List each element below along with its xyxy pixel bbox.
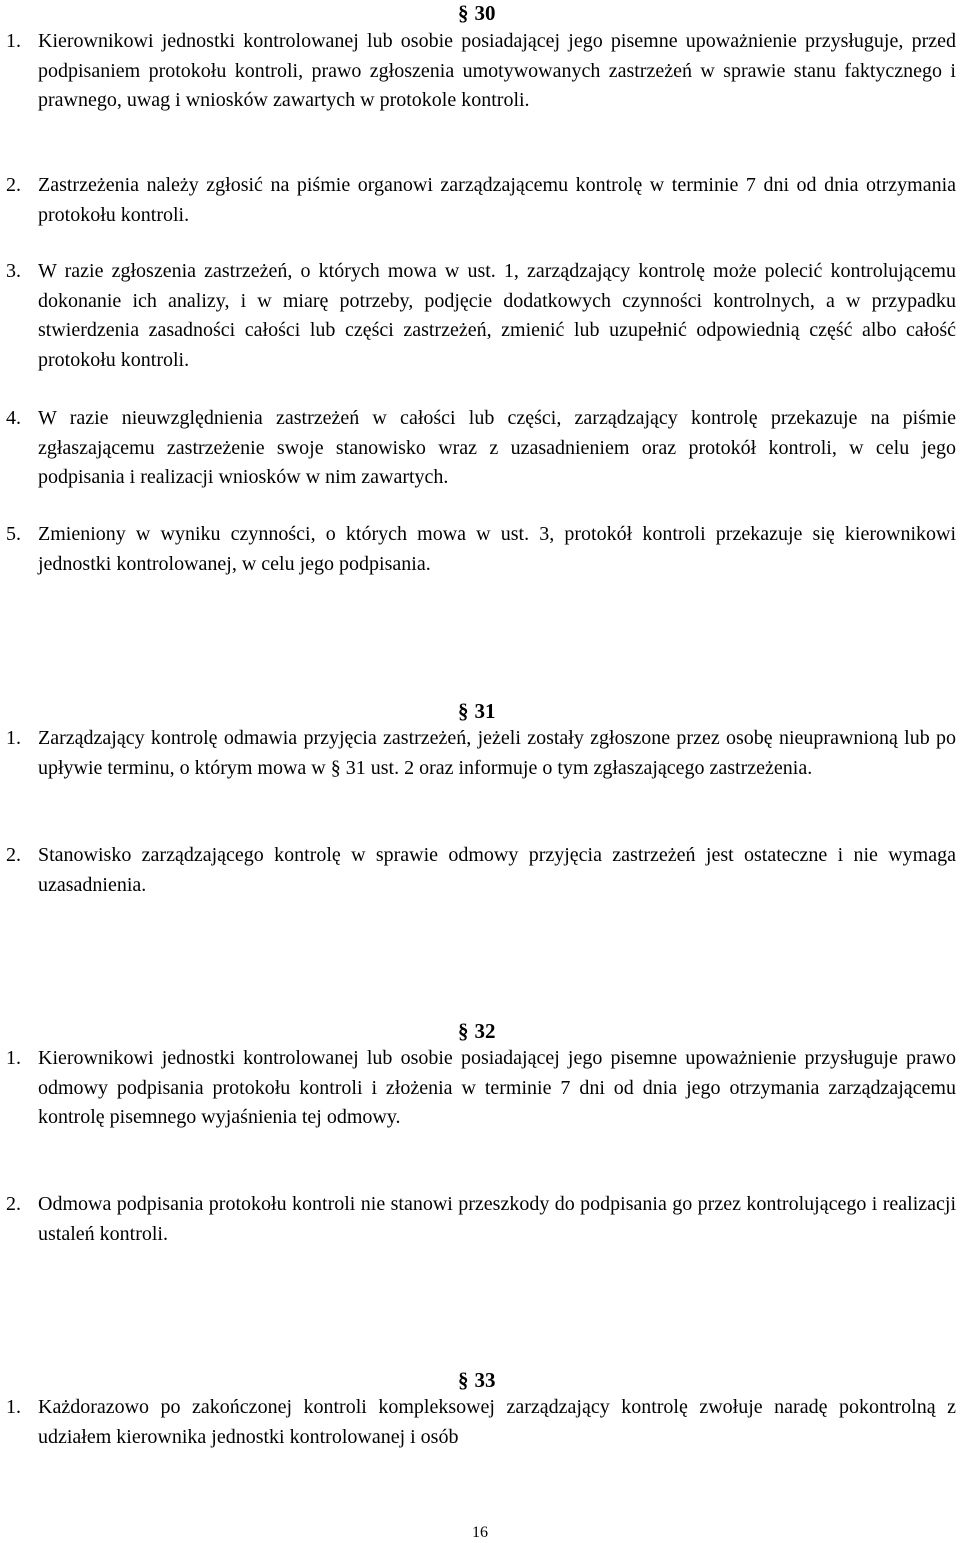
paragraph-30-2 <box>6 171 956 230</box>
section-sign: § <box>458 1019 469 1043</box>
paragraph-31-1 <box>6 724 956 783</box>
section-heading-30 <box>458 0 496 26</box>
paragraph-32-2 <box>6 1190 956 1249</box>
section-number: 33 <box>474 1368 496 1392</box>
paragraph-text: Stanowisko zarządzającego kontrolę w sprawie odmowy przyjęcia zastrzeżeń jest ostateczne i nie wymaga uzasadnienia. <box>38 844 956 896</box>
paragraph-33-1 <box>6 1393 956 1452</box>
paragraph-text: Zastrzeżenia należy zgłosić na piśmie organowi zarządzającemu kontrolę w terminie 7 dni od dnia otrzymania protokołu kontroli. <box>38 174 956 226</box>
paragraph-30-5 <box>6 520 956 579</box>
paragraph-number: 2. <box>6 1193 21 1215</box>
paragraph-32-1 <box>6 1044 956 1133</box>
paragraph-number: 4. <box>6 407 21 429</box>
paragraph-number: 2. <box>6 174 21 196</box>
section-sign: § <box>458 1 469 25</box>
paragraph-30-3 <box>6 257 956 375</box>
section-heading-33 <box>458 1367 496 1393</box>
paragraph-text: Każdorazowo po zakończonej kontroli kompleksowej zarządzający kontrolę zwołuje naradę pokontrolną z udziałem kierownika jednostki kontrolowanej i osób <box>38 1396 956 1448</box>
paragraph-number: 3. <box>6 260 21 282</box>
paragraph-text: Zarządzający kontrolę odmawia przyjęcia zastrzeżeń, jeżeli zostały zgłoszone przez osobę nieuprawnioną lub po upływie terminu, o którym mowa w § 31 ust. 2 oraz informuje o tym zgłaszającego zastrzeżenia. <box>38 727 956 779</box>
paragraph-number: 2. <box>6 844 21 866</box>
paragraph-number: 1. <box>6 1396 21 1418</box>
section-number: 31 <box>474 699 496 723</box>
section-sign: § <box>458 699 469 723</box>
paragraph-31-2 <box>6 841 956 900</box>
paragraph-30-4 <box>6 404 956 493</box>
paragraph-text: W razie zgłoszenia zastrzeżeń, o których mowa w ust. 1, zarządzający kontrolę może polecić kontrolującemu dokonanie ich analizy, i w miarę potrzeby, podjęcie dodatkowych czynności kontrolnych, a w przypadku stwierdzenia zasadności całości lub części zastrzeżeń, zmienić lub uzupełnić odpowiednią część albo całość protokołu kontroli. <box>38 260 956 371</box>
paragraph-text: Kierownikowi jednostki kontrolowanej lub osobie posiadającej jego pisemne upoważnienie przysługuje, przed podpisaniem protokołu kontroli, prawo zgłoszenia umotywowanych zastrzeżeń w sprawie stanu faktycznego i prawnego, uwag i wniosków zawartych w protokole kontroli. <box>38 30 956 111</box>
paragraph-number: 1. <box>6 727 21 749</box>
section-number: 32 <box>474 1019 496 1043</box>
paragraph-30-1 <box>6 27 956 116</box>
section-number: 30 <box>474 1 496 25</box>
paragraph-text: Zmieniony w wyniku czynności, o których mowa w ust. 3, protokół kontroli przekazuje się kierownikowi jednostki kontrolowanej, w celu jego podpisania. <box>38 523 956 575</box>
page-number: 16 <box>472 1524 488 1541</box>
paragraph-number: 1. <box>6 30 21 52</box>
section-heading-31 <box>458 698 496 724</box>
section-heading-32 <box>458 1018 496 1044</box>
paragraph-text: W razie nieuwzględnienia zastrzeżeń w całości lub części, zarządzający kontrolę przekazuje na piśmie zgłaszającemu zastrzeżenie swoje stanowisko wraz z uzasadnieniem oraz protokół kontroli, w celu jego podpisania i realizacji wniosków w nim zawartych. <box>38 407 956 488</box>
paragraph-number: 1. <box>6 1047 21 1069</box>
section-sign: § <box>458 1368 469 1392</box>
paragraph-text: Kierownikowi jednostki kontrolowanej lub osobie posiadającej jego pisemne upoważnienie przysługuje prawo odmowy podpisania protokołu kontroli i złożenia w terminie 7 dni od dnia jego otrzymania zarządzającemu kontrolę pisemnego wyjaśnienia tej odmowy. <box>38 1047 956 1128</box>
paragraph-text: Odmowa podpisania protokołu kontroli nie stanowi przeszkody do podpisania go przez kontrolującego i realizacji ustaleń kontroli. <box>38 1193 956 1245</box>
paragraph-number: 5. <box>6 523 21 545</box>
